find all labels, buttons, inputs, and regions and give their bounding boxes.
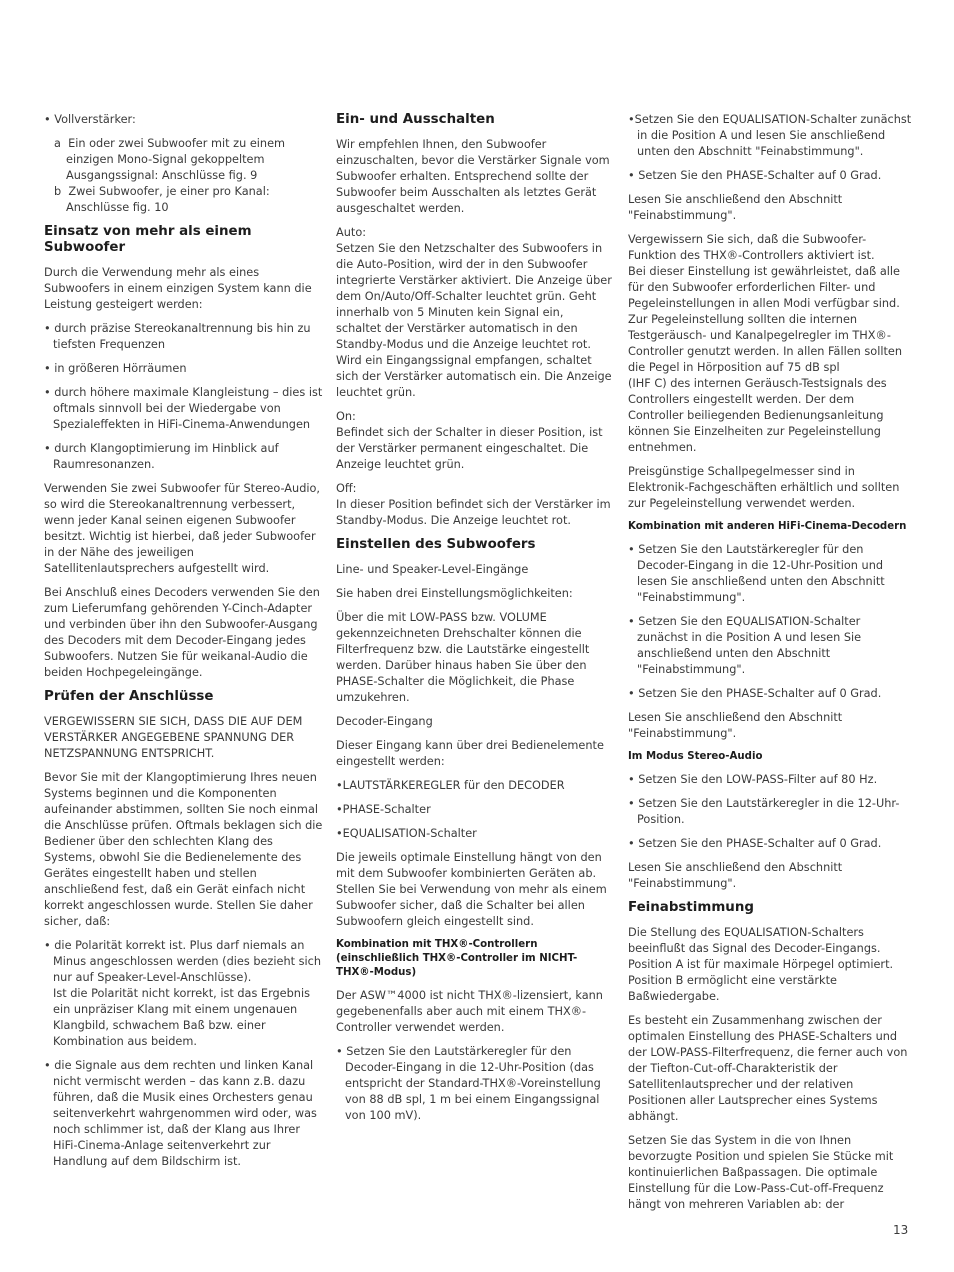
paragraph-line-speaker: Line- und Speaker-Level-Eingänge <box>336 563 529 576</box>
paragraph-decoder: Bei Anschluß eines Decoders verwenden Sie den zum Lieferumfang gehörenden Y-Cinch-Adapter und verbinden über ihn den Subwoofer-Ausgang des Decoders mit dem Decoder-Eingang jedes Subwoofers. Nutzen Sie für weikanal-Audio die beiden Hochpegeleingänge. <box>44 586 320 679</box>
paragraph-auto: Auto: Setzen Sie den Netzschalter des Subwoofers in die Auto-Position, wird der in den Subwoofer integrierte Verstärker aktiviert. Die Anzeige über dem On/Auto/Off-Schalter leuchtet grün. Geht innerhalb von 5 Minuten kein Signal ein, schaltet der Verstärker automatisch in den Standby-Modus und die Anzeige leuchtet rot. Wird ein Eingangssignal empfangen, schaltet sich der Verstärker automatisch ein. Die Anzeige leuchtet grün. <box>336 226 612 399</box>
paragraph-dieser: Dieser Eingang kann über drei Bedienelemente eingestellt werden: <box>336 739 604 768</box>
list-item: • die Polarität korrekt ist. Plus darf niemals an Minus angeschlossen werden (dies bezieht sich nur auf Speaker-Level-Anschlüsse). Ist die Polarität nicht korrekt, ist das Ergebnis ein unpräziser Klang mit einem ungenauen Klangbild, schwachem Baß bzw. einer Kombination aus beidem. <box>44 939 322 1048</box>
heading-feinabstimmung: Feinabstimmung <box>628 900 754 915</box>
list-item: • in größeren Hörräumen <box>44 362 187 375</box>
list-item: • durch präzise Stereokanaltrennung bis hin zu tiefsten Frequenzen <box>44 322 311 351</box>
paragraph-setzen: Setzen Sie das System in die von Ihnen bevorzugte Position und spielen Sie Stücke mit kontinuierlichen Baßpassagen. Die optimale Einstellung für die Low-Pass-Cut-off-Frequenz hängt von mehreren Variablen ab: der <box>628 1134 894 1211</box>
subheading-kombination-thx: Kombination mit THX®-Controllern (einschließlich THX®-Controller im NICHT-THX®-Modus) <box>336 939 578 978</box>
heading-einstellen: Einstellen des Subwoofers <box>336 537 536 552</box>
alpha-item-a: a Ein oder zwei Subwoofer mit zu einem einzigen Mono-Signal gekoppeltem Ausgangssignal: Anschlüsse fig. 9 <box>54 137 286 182</box>
item-phase-schalter: •PHASE-Schalter <box>336 803 431 816</box>
column-left <box>44 112 326 1178</box>
paragraph-warning-caps: VERGEWISSERN SIE SICH, DASS DIE AUF DEM VERSTÄRKER ANGEGEBENE SPANNUNG DER NETZSPANNUNG ENTSPRICHT. <box>44 715 303 760</box>
intro-bullet: • Vollverstärker: <box>44 113 136 126</box>
list-item: • Setzen Sie den LOW-PASS-Filter auf 80 Hz. <box>628 773 878 786</box>
alpha-list <box>44 136 326 216</box>
bullet-list-andere <box>628 542 912 702</box>
alpha-item-b: b Zwei Subwoofer, je einer pro Kanal: Anschlüsse fig. 10 <box>54 185 270 214</box>
paragraph-preisguenstig: Preisgünstige Schallpegelmesser sind in Elektronik-Fachgeschäften erhältlich und sollten zur Pegeleinstellung verwendet werden. <box>628 465 900 510</box>
list-item: • Setzen Sie den PHASE-Schalter auf 0 Grad. <box>628 169 882 182</box>
column-middle <box>336 112 612 1132</box>
heading-ein-ausschalten: Ein- und Ausschalten <box>336 112 495 127</box>
bullet-list-stereo <box>628 772 912 852</box>
list-item: • Setzen Sie den PHASE-Schalter auf 0 Grad. <box>628 687 882 700</box>
item-lautstaerkeregler: •LAUTSTÄRKEREGLER für den DECODER <box>336 779 565 792</box>
paragraph-bevor: Bevor Sie mit der Klangoptimierung Ihres neuen Systems beginnen und die Komponenten aufeinander abstimmen, sollten Sie noch einmal die Anschlüsse prüfen. Oftmals beklagen sich die Bediener über den schlechten Klang des Systems, obwohl Sie die Bedienelemente des Gerätes eingestellt haben und stellen anschließend fest, daß ein Gerät einfach nicht korrekt angeschlossen wurde. Stellen Sie daher sicher, daß: <box>44 771 323 928</box>
list-item: • Setzen Sie den EQUALISATION-Schalter zunächst in die Position A und lesen Sie anschließend unten den Abschnitt "Feinabstimmung". <box>628 615 862 676</box>
heading-einsatz: Einsatz von mehr als einem Subwoofer <box>44 224 252 255</box>
paragraph-einsatz: Durch die Verwendung mehr als eines Subwoofers in einem einzigen System kann die Leistung gesteigert werden: <box>44 266 312 311</box>
paragraph-optimale: Die jeweils optimale Einstellung hängt von den mit dem Subwoofer kombinierten Geräten ab. Stellen Sie bei Verwendung von mehr als einem Subwoofer sicher, daß die Schalter bei allen Subwoofern gleich eingestellt sind. <box>336 851 607 928</box>
paragraph-off: Off: In dieser Position befindet sich der Verstärker im Standby-Modus. Die Anzeige leuchtet rot. <box>336 482 611 527</box>
paragraph-empfehlen: Wir empfehlen Ihnen, den Subwoofer einzuschalten, bevor die Verstärker Signale vom Subwoofer erhalten. Entsprechend sollte der Subwoofer beim Ausschalten als letztes Gerät ausgeschaltet werden. <box>336 138 610 215</box>
subheading-kombination-andere: Kombination mit anderen HiFi-Cinema-Decodern <box>628 521 907 532</box>
list-item: • durch Klangoptimierung im Hinblick auf Raumresonanzen. <box>44 442 279 471</box>
bullet-list-thx <box>336 1044 612 1124</box>
paragraph-zwei-subwoofer: Verwenden Sie zwei Subwoofer für Stereo-Audio, so wird die Stereokanaltrennung verbessert, wenn jeder Kanal seinen eigenen Subwoofer besitzt. Wichtig ist hierbei, daß jeder Subwoofer in der Nähe des jeweiligen Satellitenlautsprechers aufgestellt wird. <box>44 482 321 575</box>
bullet-list-top <box>628 112 912 184</box>
paragraph-vergewissern: Vergewissern Sie sich, daß die Subwoofer-Funktion des THX®-Controllers aktiviert ist. Bei dieser Einstellung ist gewährleistet, daß alle für den Subwoofer erforderlichen Filter- und Pegeleinstellungen in allen Modi verfügbar sind. Zur Pegeleinstellung sollten die internen Testgeräusch- und Kanalpegelregler im THX®-Controller genutzt werden. In allen Fällen sollten die Pegel in Hörposition auf 75 dB spl (IHF C) des internen Geräusch-Testsignals des Controllers eingestellt werden. Der dem Controller beiliegenden Bedienungsanleitung können Sie Einzelheiten zur Pegeleinstellung entnehmen. <box>628 233 903 454</box>
paragraph-lesen-1: Lesen Sie anschließend den Abschnitt "Feinabstimmung". <box>628 193 843 222</box>
paragraph-lesen-3: Lesen Sie anschließend den Abschnitt "Feinabstimmung". <box>628 861 843 890</box>
item-equalisation-schalter: •EQUALISATION-Schalter <box>336 827 477 840</box>
paragraph-stellung: Die Stellung des EQUALISATION-Schalters beeinflußt das Signal des Decoder-Eingangs. Position A ist für maximale Hörpegel optimiert. Position B ermöglicht eine verstärkte Baßwiedergabe. <box>628 926 894 1003</box>
bullet-list-einsatz <box>44 321 326 473</box>
list-item: • Setzen Sie den Lautstärkeregler für den Decoder-Eingang in die 12-Uhr-Position (das entspricht der Standard-THX®-Voreinstellung von 88 dB spl, 1 m bei einem Eingangssignal von 100 mV). <box>336 1045 601 1122</box>
list-item: • Setzen Sie den Lautstärkeregler in die 12-Uhr-Position. <box>628 797 900 826</box>
paragraph-asw: Der ASW™4000 ist nicht THX®-lizensiert, kann gegebenenfalls aber auch mit einem THX®-Controller verwendet werden. <box>336 989 603 1034</box>
paragraph-on: On: Befindet sich der Schalter in dieser Position, ist der Verstärker permanent eingeschaltet. Die Anzeige leuchtet grün. <box>336 410 603 471</box>
paragraph-ueber: Über die mit LOW-PASS bzw. VOLUME gekennzeichneten Drehschalter können die Filterfrequenz bzw. die Lautstärke eingestellt werden. Darüber hinaus haben Sie über den PHASE-Schalter die Möglichkeit, die Phase umzukehren. <box>336 611 590 704</box>
paragraph-haben: Sie haben drei Einstellungsmöglichkeiten: <box>336 587 573 600</box>
list-item: • Setzen Sie den Lautstärkeregler für den Decoder-Eingang in die 12-Uhr-Position und lesen Sie anschließend unten den Abschnitt "Feinabstimmung". <box>628 543 885 604</box>
list-item: •Setzen Sie den EQUALISATION-Schalter zunächst in die Position A und lesen Sie anschließend unten den Abschnitt "Feinabstimmung". <box>628 113 912 158</box>
paragraph-lesen-2: Lesen Sie anschließend den Abschnitt "Feinabstimmung". <box>628 711 843 740</box>
paragraph-zusammenhang: Es besteht ein Zusammenhang zwischen der optimalen Einstellung des PHASE-Schalters und der LOW-PASS-Filterfrequenz, die ferner auch von der Tiefton-Cut-off-Charakteristik der Satellitenlautsprecher und der relativen Positionen aller Lautsprecher eines Systems abhängt. <box>628 1014 908 1123</box>
subheading-stereo-audio: Im Modus Stereo-Audio <box>628 751 763 762</box>
heading-pruefen: Prüfen der Anschlüsse <box>44 689 214 704</box>
page-number: 13 <box>893 1223 909 1237</box>
column-right <box>628 112 912 1221</box>
bullet-list-pruefen <box>44 938 326 1170</box>
list-item: • durch höhere maximale Klangleistung – dies ist oftmals sinnvoll bei der Wiedergabe von Spezialeffekten in HiFi-Cinema-Anwendungen <box>44 386 323 431</box>
paragraph-decoder-eingang: Decoder-Eingang <box>336 715 433 728</box>
list-item: • Setzen Sie den PHASE-Schalter auf 0 Grad. <box>628 837 882 850</box>
list-item: • die Signale aus dem rechten und linken Kanal nicht vermischt werden – das kann z.B. dazu führen, daß die Musik eines Orchesters genau seitenverkehrt wahrgenommen wird oder, was noch schlimmer ist, daß der Klang aus Ihrer HiFi-Cinema-Anlage seitenverkehrt zur Handlung auf dem Bildschirm ist. <box>44 1059 317 1168</box>
